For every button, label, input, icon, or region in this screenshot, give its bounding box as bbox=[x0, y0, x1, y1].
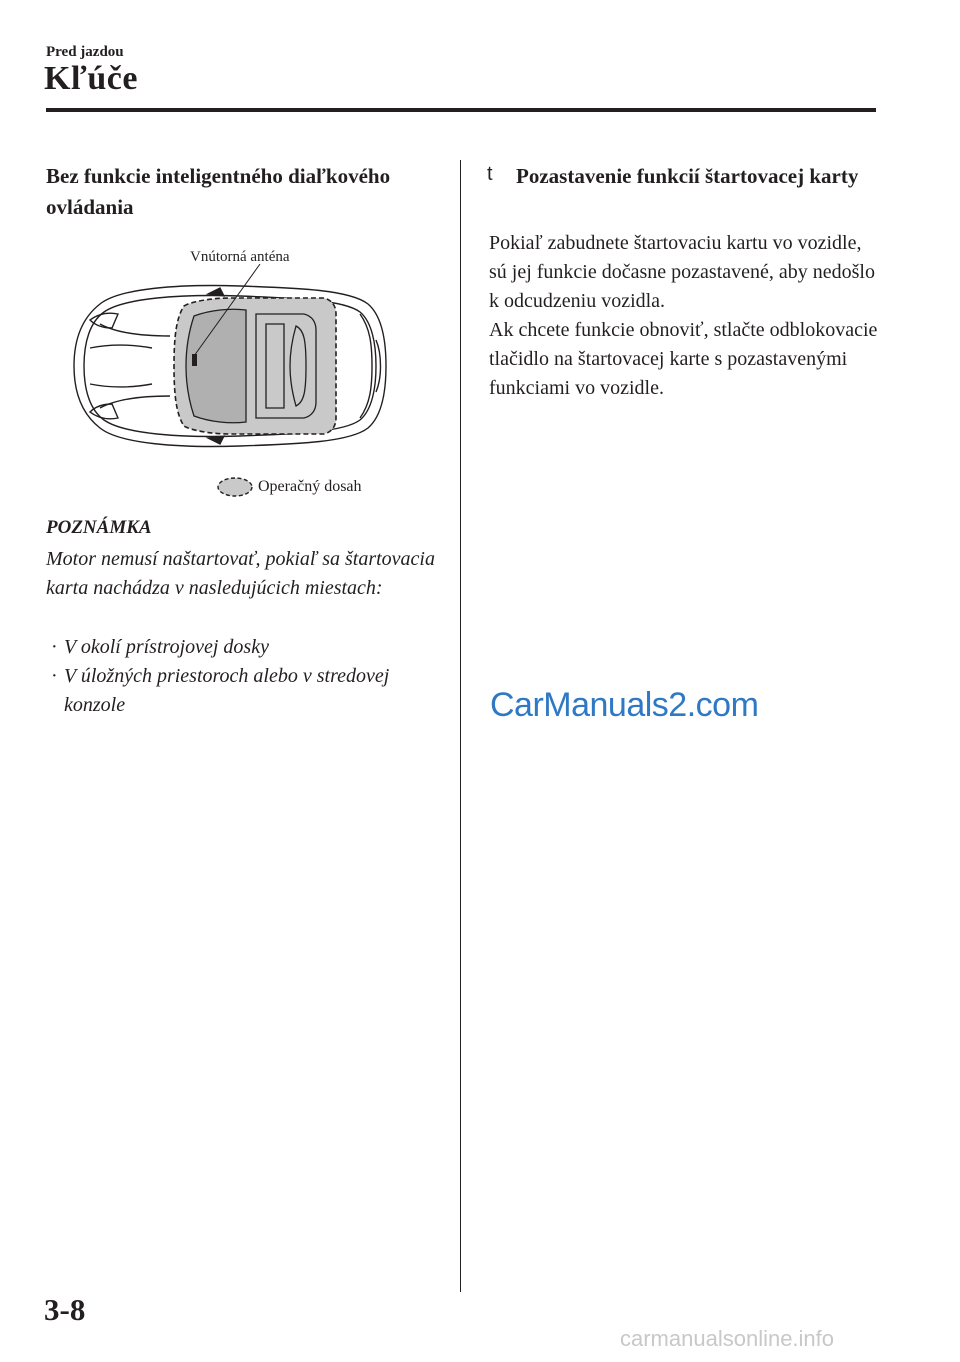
header-rule bbox=[46, 108, 876, 112]
note-list bbox=[48, 633, 448, 720]
note-title: POZNÁMKA bbox=[46, 517, 152, 538]
list-item-text: V úložných priestoroch alebo v stredovej konzole bbox=[64, 665, 390, 716]
antenna-label: Vnútorná anténa bbox=[190, 249, 290, 265]
chapter-title: Kľúče bbox=[44, 60, 138, 97]
car-diagram bbox=[60, 244, 400, 504]
operating-range-label: Operačný dosah bbox=[258, 478, 362, 495]
column-divider bbox=[460, 160, 461, 1292]
right-section-heading: Pozastavenie funkcií štartovacej karty bbox=[516, 164, 859, 188]
page-number: 3-8 bbox=[44, 1292, 86, 1327]
left-section-heading: Bez funkcie inteligentného diaľkového ovládania bbox=[46, 164, 391, 219]
list-item-text: V okolí prístrojovej dosky bbox=[64, 636, 269, 658]
footer-watermark[interactable]: carmanualsonline.info bbox=[620, 1326, 835, 1351]
note-body: Motor nemusí naštartovať, pokiaľ sa štartovacia karta nachádza v nasledujúcich miestach: bbox=[46, 548, 435, 599]
list-item bbox=[48, 633, 448, 662]
right-body bbox=[489, 229, 879, 403]
range-legend bbox=[216, 474, 416, 500]
bullet: · bbox=[51, 665, 58, 687]
operating-range-symbol bbox=[216, 476, 254, 498]
watermark-link[interactable]: CarManuals2.com bbox=[490, 686, 759, 724]
paragraph: Pokiaľ zabudnete štartovaciu kartu vo vozidle, sú jej funkcie dočasne pozastavené, aby nedošlo k odcudzeniu vozidla. bbox=[489, 232, 875, 312]
section-marker: t bbox=[487, 163, 493, 185]
list-item bbox=[48, 662, 448, 720]
paragraph: Ak chcete funkcie obnoviť, stlačte odblokovacie tlačidlo na štartovacej karte s pozastavenými funkciami vo vozidle. bbox=[489, 319, 878, 399]
bullet: · bbox=[51, 636, 58, 658]
section-label: Pred jazdou bbox=[46, 44, 124, 60]
